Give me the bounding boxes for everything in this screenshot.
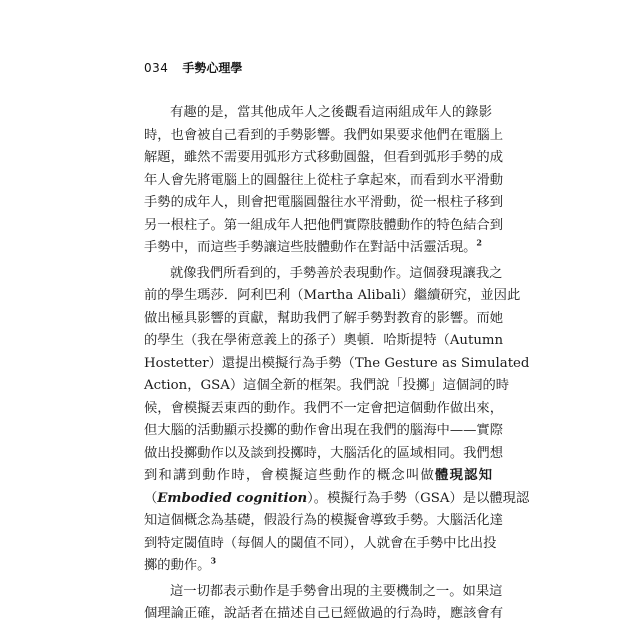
body-text xyxy=(144,102,530,626)
key-term: 體現認知 xyxy=(435,468,493,483)
text-line: 這一切都表示動作是手勢會出現的主要機制之一。如果這 xyxy=(170,583,503,599)
text-line: 時，也會被自己看到的手勢影響。我們如果要求他們在電腦上 xyxy=(144,127,504,143)
text-line: Hostetter）還提出模擬行為手勢（The Gesture as Simulated xyxy=(144,355,530,371)
footnote-marker: 3 xyxy=(210,555,217,566)
text-segment: （ xyxy=(144,490,158,506)
text-segment: ）。模擬行為手勢（GSA）是以體現認 xyxy=(307,490,530,506)
text-line xyxy=(144,237,492,260)
text-line: 就像我們所看到的，手勢善於表現動作。這個發現讓我之 xyxy=(170,265,503,281)
footnote-marker: 2 xyxy=(476,237,482,248)
text-line: 個理論正確，說話者在描述自己已經做過的行為時，應該會有 xyxy=(144,606,504,621)
running-header xyxy=(144,60,242,76)
text-line: 但大腦的活動顯示投擲的動作會出現在我們的腦海中——實際 xyxy=(144,423,504,438)
text-line: 候，會模擬丟東西的動作。我們不一定會把這個動作做出來， xyxy=(144,400,504,416)
key-term-english: Embodied cognition xyxy=(157,490,308,506)
text-line: 有趣的是，當其他成年人之後觀看這兩組成年人的錄影 xyxy=(170,105,492,120)
book-title: 手勢心理學 xyxy=(182,61,243,75)
text-line: 做出極具影響的貢獻，幫助我們了解手勢對教育的影響。而她 xyxy=(144,310,504,326)
text-line: 做出投擲動作以及談到投擲時，大腦活化的區域相同。我們想 xyxy=(144,445,504,461)
text-line: 的學生（我在學術意義上的孫子）奧頓．哈斯提特（Autumn xyxy=(144,333,504,348)
text-segment: 到和講到動作時，會模擬這些動作的概念叫做 xyxy=(144,468,436,483)
text-line: 另一根柱子。第一組成年人把他們實際肢體動作的特色結合到 xyxy=(144,217,504,233)
text-line xyxy=(144,488,530,511)
text-line: 解題，雖然不需要用弧形方式移動圓盤，但看到弧形手勢的成 xyxy=(144,150,504,165)
text-line: 前的學生瑪莎．阿利巴利（Martha Alibali）繼續研究，並因此 xyxy=(144,288,521,303)
text-line: 年人會先將電腦上的圓盤往上從柱子拿起來，而看到水平滑動 xyxy=(144,172,504,188)
text-line: 到特定閾值時（每個人的閾值不同），人就會在手勢中比出投 xyxy=(144,535,497,551)
text-line: 手勢的成年人，則會把電腦圓盤往水平滑動，從一根柱子移到 xyxy=(144,195,504,210)
text-line: 知這個概念為基礎，假設行為的模擬會導致手勢。大腦活化達 xyxy=(144,513,504,528)
text-line: Action，GSA）這個全新的框架。我們說「投擲」這個詞的時 xyxy=(144,378,510,393)
text-line xyxy=(144,555,492,578)
text-segment: 擲的動作。 xyxy=(144,558,211,573)
text-line xyxy=(144,465,492,488)
page-number: 034 xyxy=(144,61,169,75)
text-segment: 手勢中，而這些手勢讓這些肢體動作在對話中活靈活現。 xyxy=(144,240,477,255)
